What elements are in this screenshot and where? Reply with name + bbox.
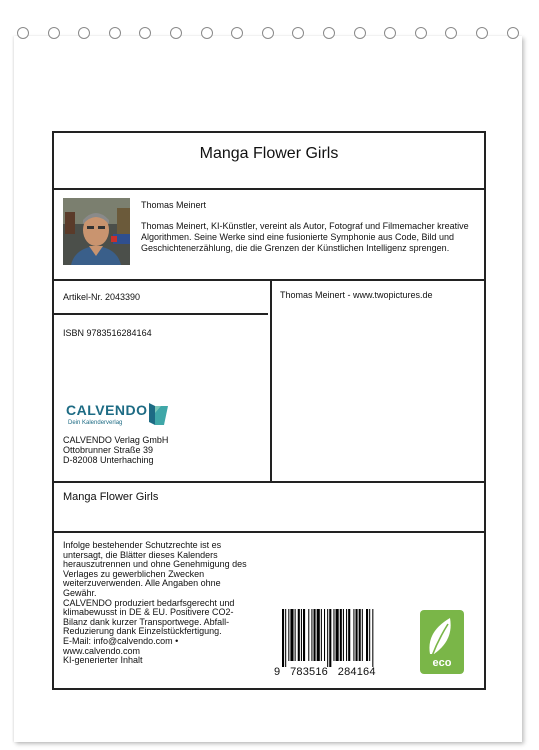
barcode-bars [280,609,412,667]
barcode-bar [295,609,296,661]
copyright-credit: Thomas Meinert - www.twopictures.de [280,290,433,300]
binding-ring [415,27,427,39]
info-sheet [52,131,486,690]
barcode-bar [336,609,339,661]
barcode-bar [324,609,325,661]
publisher-street: Ottobrunner Straße 39 [63,445,154,455]
binding-ring [445,27,457,39]
legal-notice [63,541,263,666]
barcode-bar [359,609,361,661]
barcode-bar [346,609,347,661]
barcode-bar [372,609,373,667]
barcode-bar [290,609,293,661]
isbn: ISBN 9783516284164 [63,328,152,338]
legal-line: www.calvendo.com [63,645,141,656]
divider-author [54,279,484,281]
barcode-bar [343,609,344,661]
binding-ring [48,27,60,39]
barcode-bar [329,609,331,667]
divider-title [54,188,484,190]
legal-line: Verlages zu gewerblichen Zwecken [63,568,205,579]
barcode-bar [340,609,342,661]
publisher-city: D-82008 Unterhaching [63,455,154,465]
barcode-bar [282,609,284,667]
legal-line: CALVENDO produziert bedarfsgerecht und [63,597,235,608]
binding-ring [262,27,274,39]
binding-ring [139,27,151,39]
legal-line: Reduzierung dank Einzelstückfertigung. [63,626,222,637]
eco-badge [420,610,464,674]
barcode-bar [314,609,316,661]
barcode-bar [366,609,368,661]
divider-article [54,313,268,315]
legal-line: Gewähr. [63,587,97,598]
barcode-bar [353,609,354,661]
barcode-bar [369,609,370,661]
divider-publisher [54,481,484,483]
binding-ring [507,27,519,39]
binding-ring [109,27,121,39]
publisher-address [63,435,168,465]
binding-ring [170,27,182,39]
barcode-bar [317,609,320,661]
barcode-bar [321,609,322,661]
legal-line: KI-generierter Inhalt [63,655,143,666]
barcode-bar [333,609,334,661]
binding-rings [0,0,539,40]
article-number: Artikel-Nr. 2043390 [63,292,141,302]
publisher-name: CALVENDO Verlag GmbH [63,435,169,445]
barcode-bar [311,609,312,661]
binding-ring [476,27,488,39]
barcode-bar [348,609,350,661]
binding-ring [231,27,243,39]
binding-ring [384,27,396,39]
page-title: Manga Flower Girls [199,145,339,162]
legal-line: Infolge bestehender Schutzrechte ist es [63,540,222,550]
barcode-bar [362,609,363,661]
barcode-bar [298,609,300,661]
binding-ring [354,27,366,39]
barcode-bar [308,609,309,661]
binding-ring [78,27,90,39]
calvendo-logo-tagline: Dein Kalenderverlag [68,420,123,426]
isbn-barcode [274,609,412,679]
section-title: Manga Flower Girls [63,491,159,503]
legal-line: klimabewusst in DE & EU. Positivere CO2- [63,607,234,618]
barcode-bar [356,609,358,661]
legal-line: weiterzuverwenden. Alle Angaben ohne [63,578,221,589]
barcode-bar [303,609,305,661]
binding-ring [323,27,335,39]
legal-line: untersagt, die Blätter dieses Kalenders [63,549,218,560]
barcode-bar [285,609,286,667]
barcode-bar [288,609,289,661]
legal-line: E-Mail: info@calvendo.com • [63,635,179,646]
author-name: Thomas Meinert [141,200,207,210]
divider-vertical [270,279,272,481]
calvendo-flag-icon [146,401,170,427]
legal-line: herauszutrennen und ohne Genehmigung des [63,559,247,570]
divider-section [54,531,484,533]
binding-ring [292,27,304,39]
author-photo [63,198,130,265]
eco-label: eco [432,657,452,669]
barcode-number: 9 783516 284164 [274,666,376,678]
binding-ring [201,27,213,39]
calvendo-logo-text: CALVENDO [66,402,148,418]
barcode-bar [327,609,328,667]
binding-ring [17,27,29,39]
barcode-bar [301,609,302,661]
legal-line: Bilanz dank kurzer Transportwege. Abfall- [63,616,230,627]
calvendo-logo [66,399,176,433]
author-bio: Thomas Meinert, KI-Künstler, vereint als Autor, Fotograf und Filmemacher kreative Algorithmen. Seine Werke sind eine fusionierte Symphonie aus Code, Bild und Geschichtenerzählung, die die Grenzen der Künstlichen Intelligenz sprengen. [141,221,469,253]
